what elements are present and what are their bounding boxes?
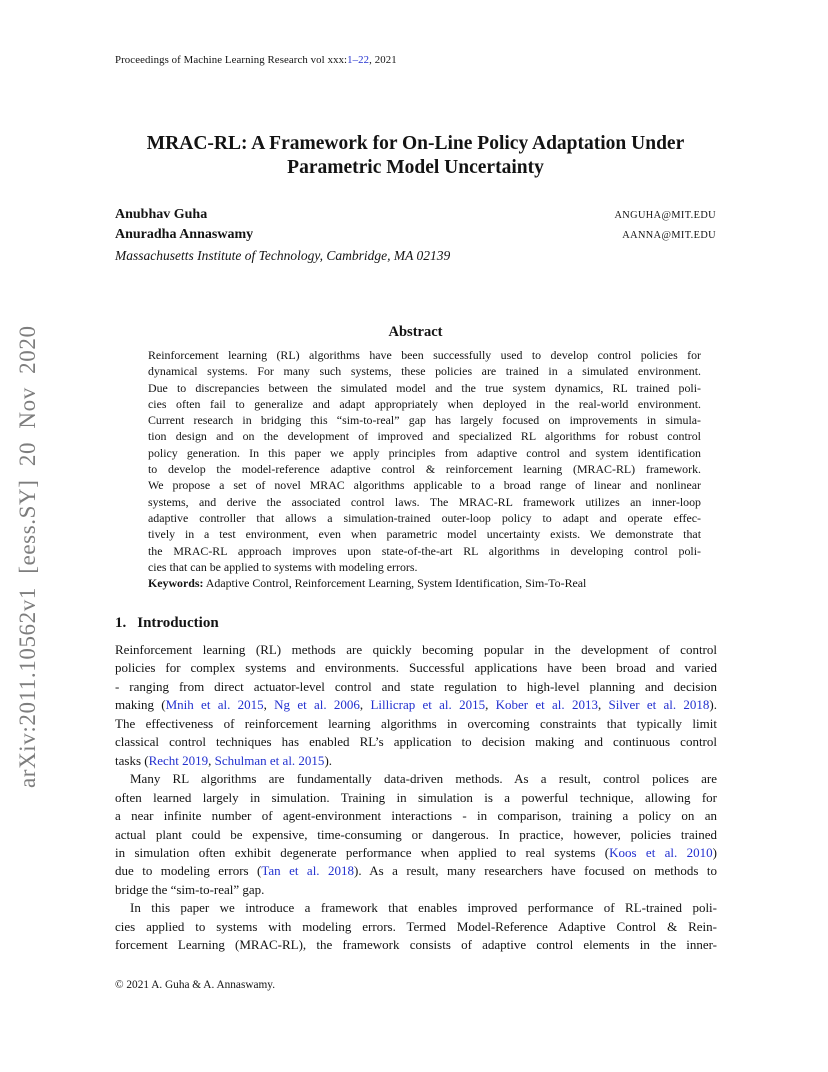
text-line: Reinforcement learning (RL) algorithms have been successfully used to develop control policies for bbox=[148, 348, 701, 362]
text-line: often learned largely in simulation. Training in simulation is a powerful technique, allowing for bbox=[115, 789, 717, 805]
text-line: Many RL algorithms are fundamentally data-driven methods. As a result, control polices are bbox=[130, 771, 717, 787]
text-line: systems, and derive the associated control laws. The MRAC-RL framework utilizes an inner-loop bbox=[148, 494, 701, 509]
text-line: policy generation. In this paper we apply principles from adaptive control and system identification bbox=[148, 445, 701, 460]
text-line: due to modeling errors (Tan et al. 2018). As a result, many researchers have focused on methods to bbox=[115, 863, 718, 879]
text-line: cies that can be applied to systems with modeling errors. bbox=[148, 559, 418, 574]
section-number: 1. bbox=[115, 615, 127, 631]
abstract-heading: Abstract bbox=[388, 324, 443, 340]
author-row bbox=[115, 205, 716, 225]
pages-link[interactable]: 1–22 bbox=[347, 54, 370, 66]
text-line: We propose a set of novel MRAC algorithms applicable to a broad range of linear and nonlinear bbox=[148, 478, 701, 493]
citation-link[interactable]: Lillicrap et al. 2015 bbox=[370, 697, 486, 713]
text-line: bridge the “sim-to-real” gap. bbox=[115, 881, 265, 897]
text-line: a near infinite number of agent-environment interactions - in comparison, training a policy on an bbox=[115, 808, 717, 824]
section-heading-introduction bbox=[115, 615, 219, 632]
author-row bbox=[115, 225, 716, 245]
citation-link[interactable]: Tan et al. 2018 bbox=[261, 863, 354, 879]
journal-header-suffix: , 2021 bbox=[369, 54, 397, 66]
text-line: In this paper we introduce a framework that enables improved performance of RL-trained poli- bbox=[130, 900, 717, 916]
text-line: cies applied to systems with modeling errors. Termed Model-Reference Adaptive Control & Rein- bbox=[115, 918, 717, 934]
text-line: dynamical systems. For many such systems, these policies are trained in a simulated environment. bbox=[148, 364, 701, 379]
text-line: in simulation often exhibit degenerate performance when applied to real systems (Koos et al. 2010) bbox=[115, 844, 717, 860]
paragraph bbox=[148, 575, 701, 591]
text-line: making (Mnih et al. 2015, Ng et al. 2006, Lillicrap et al. 2015, Kober et al. 2013, Silver et al. 2018). bbox=[115, 697, 717, 713]
citation-link[interactable]: Recht 2019 bbox=[148, 752, 209, 768]
text-line: classical control techniques has enabled RL’s application to decision making and continuous control bbox=[115, 734, 717, 750]
citation-link[interactable]: Mnih et al. 2015 bbox=[165, 697, 264, 713]
text-line: adaptive controller that allows a simulation-trained outer-loop policy to adapt and operate effec- bbox=[148, 510, 701, 525]
text-line: tively in a test environment, even when parametric model uncertainty exists. We demonstrate that bbox=[148, 527, 701, 542]
paragraph bbox=[115, 899, 717, 954]
journal-header-prefix: Proceedings of Machine Learning Research vol xxx: bbox=[115, 54, 348, 66]
author-email-link[interactable]: ANGUHA@MIT.EDU bbox=[614, 210, 716, 221]
text-line: The effectiveness of reinforcement learning algorithms in overcoming constraints that typically limit bbox=[115, 715, 717, 731]
keywords-label: Keywords: bbox=[148, 576, 204, 591]
citation-link[interactable]: Schulman et al. 2015 bbox=[214, 752, 325, 768]
citation-link[interactable]: Ng et al. 2006 bbox=[274, 697, 360, 713]
paper-title-line-2: Parametric Model Uncertainty bbox=[287, 157, 544, 178]
author-name: Anuradha Annaswamy bbox=[115, 227, 254, 242]
author-name: Anubhav Guha bbox=[115, 207, 208, 222]
journal-header bbox=[115, 54, 397, 66]
text-line: Current research in bridging this “sim-to-real” gap has largely focused on improvements in simula- bbox=[148, 413, 701, 428]
paragraph bbox=[148, 347, 701, 575]
text-line: actual plant could be expensive, time-consuming or dangerous. In practice, however, policies trained bbox=[115, 826, 717, 842]
paragraph bbox=[115, 641, 717, 770]
text-line: Reinforcement learning (RL) methods are quickly becoming popular in the development of control bbox=[115, 642, 717, 657]
abstract-body bbox=[148, 347, 701, 591]
arxiv-watermark: arXiv:2011.10562v1 [eess.SY] 20 Nov 2020 bbox=[15, 325, 40, 788]
text-line: tasks (Recht 2019, Schulman et al. 2015). bbox=[115, 752, 333, 768]
text-line: Keywords: Adaptive Control, Reinforcement Learning, System Identification, Sim-To-Real bbox=[148, 576, 587, 591]
text-line: policies for complex systems and environments. Successful applications have been broad and varied bbox=[115, 660, 717, 676]
citation-link[interactable]: Kober et al. 2013 bbox=[495, 697, 598, 713]
text-line: Due to discrepancies between the simulated model and the true system dynamics, RL trained poli- bbox=[148, 380, 701, 395]
text-line: to develop the model-reference adaptive control & reinforcement learning (MRAC-RL) framework. bbox=[148, 462, 701, 477]
citation-link[interactable]: Silver et al. 2018 bbox=[608, 697, 710, 713]
paper-title bbox=[114, 132, 717, 180]
text-line: tion design and on the development of improved and specialized RL algorithms for robust control bbox=[148, 429, 701, 444]
introduction-body bbox=[115, 641, 717, 955]
text-line: forcement Learning (MRAC-RL), the framework consists of adaptive control elements in the inner- bbox=[115, 937, 717, 953]
section-title: Introduction bbox=[137, 615, 219, 631]
author-email-link[interactable]: AANNA@MIT.EDU bbox=[622, 230, 716, 241]
affiliation: Massachusetts Institute of Technology, Cambridge, MA 02139 bbox=[115, 248, 451, 263]
citation-link[interactable]: Koos et al. 2010 bbox=[609, 844, 713, 860]
text-line: the MRAC-RL approach improves upon state-of-the-art RL algorithms in developing control poli- bbox=[148, 543, 701, 558]
text-line: - ranging from direct actuator-level control and state regulation to high-level planning and decision bbox=[115, 678, 717, 694]
author-block bbox=[115, 205, 716, 265]
copyright-footer: © 2021 A. Guha & A. Annaswamy. bbox=[115, 979, 276, 991]
paragraph bbox=[115, 770, 717, 899]
text-line: cies often fail to generalize and adapt appropriately when deployed in the real-world environment. bbox=[148, 396, 701, 411]
paper-title-line-1: MRAC-RL: A Framework for On-Line Policy Adaptation Under bbox=[146, 133, 685, 154]
